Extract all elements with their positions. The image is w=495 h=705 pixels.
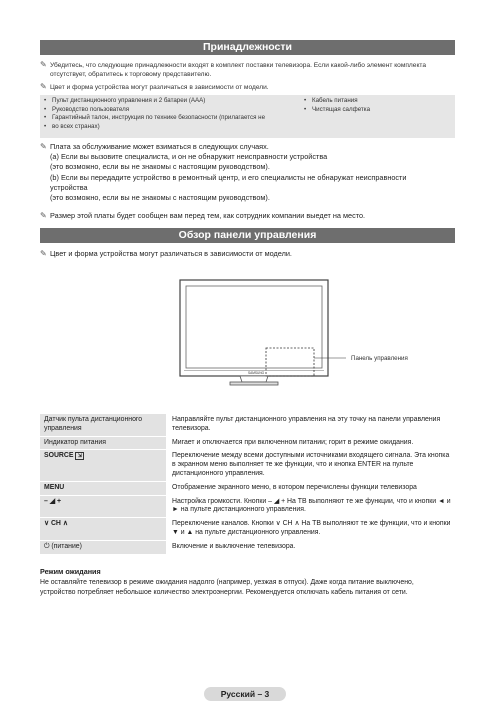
list-item: • Руководство пользователя <box>42 106 297 115</box>
table-row <box>40 414 460 437</box>
list-item-continued: • во всех странах) <box>42 123 297 132</box>
tv-logo: SAMSUNG <box>248 371 265 375</box>
row-label-power: ⏻ (питание) <box>40 541 166 554</box>
row-desc: Переключение каналов. Кнопки ∨ CH ∧ На ТВ выполняют те же функции, что и кнопки ▼ и ▲ на пульте дистанционного управления. <box>172 520 451 536</box>
tv-stand-base <box>230 382 278 385</box>
service-line: устройства <box>50 182 88 192</box>
row-desc: Направляйте пульт дистанционного управления на эту точку на панели управления телевизора. <box>172 416 441 432</box>
row-desc: Отображение экранного меню, в котором перечислены функции телевизора <box>172 483 417 491</box>
table-row <box>40 450 460 481</box>
pencil-note-icon: ✎ <box>40 142 47 151</box>
accessories-note <box>40 60 460 79</box>
accessories-list-right <box>302 97 452 114</box>
pencil-note-icon: ✎ <box>40 82 47 91</box>
model-note-text: Цвет и форма устройства могут различаться в зависимости от модели. <box>50 249 292 258</box>
service-line: (a) Если вы вызовите специалиста, и он не обнаружит неисправности устройства <box>50 152 328 162</box>
table-row <box>40 541 460 555</box>
service-line: (это возможно, если вы не знакомы с настоящим руководством). <box>50 162 270 172</box>
accessories-list-box <box>40 95 455 138</box>
service-line: (это возможно, если вы не знакомы с настоящим руководством). <box>50 193 270 203</box>
source-icon: ⇲ <box>75 452 84 460</box>
section-header-accessories: Принадлежности <box>40 40 455 55</box>
row-desc: Настройка громкости. Кнопки – ◢ + На ТВ выполняют те же функции, что и кнопки ◄ и ► на пульте дистанционного управления. <box>172 497 451 514</box>
service-line: Плата за обслуживание может взиматься в следующих случаях. <box>50 142 269 151</box>
row-label-volume: – ◢ + <box>40 496 166 518</box>
board-size-note <box>40 211 460 221</box>
note-line-2: отсутствует, обратитесь к торговому представителю. <box>50 71 212 78</box>
table-row <box>40 496 460 519</box>
service-fee-note <box>40 142 460 203</box>
callout-label: Панель управления <box>351 355 408 362</box>
table-row <box>40 518 460 541</box>
tv-illustration <box>170 278 460 398</box>
tv-stand-neck <box>240 376 268 382</box>
color-note <box>40 82 460 92</box>
row-label-channel: ∨ CH ∧ <box>40 518 166 540</box>
pencil-note-icon: ✎ <box>40 60 47 69</box>
model-note <box>40 249 460 259</box>
standby-section <box>40 567 460 598</box>
list-item: • Гарантийный талон, инструкция по технике безопасности (прилагается не <box>42 114 297 123</box>
note-line-1: Убедитесь, что следующие принадлежности входят в комплект поставки телевизора. Если какой-либо элемент комплекта <box>50 62 427 69</box>
tv-screen <box>186 286 322 368</box>
list-item: • Пульт дистанционного управления и 2 батареи (AAA) <box>42 97 297 106</box>
list-item: • Кабель питания <box>302 97 452 106</box>
row-desc: Включение и выключение телевизора. <box>172 542 296 550</box>
list-item: • Чистящая салфетка <box>302 106 452 115</box>
row-label: SOURCE ⇲ <box>40 450 166 480</box>
row-label: Датчик пульта дистанционного управления <box>40 414 166 436</box>
service-line: (b) Если вы передадите устройство в ремонтный центр, и его специалисты не обнаружат неисправности <box>50 172 407 182</box>
row-label: Индикатор питания <box>40 437 166 450</box>
control-panel-table <box>40 414 460 555</box>
table-row <box>40 437 460 451</box>
color-note-text: Цвет и форма устройства могут различаться в зависимости от модели. <box>50 84 269 91</box>
standby-line: Не оставляйте телевизор в режиме ожидания надолго (например, уезжая в отпуск). Даже когда питание выключено, <box>40 579 414 586</box>
row-desc: Мигает и отключается при включенном питании; горит в режиме ожидания. <box>172 438 414 446</box>
standby-line: устройство потребляет небольшое количество электроэнергии. Рекомендуется отключать кабель питания от сети. <box>40 589 408 596</box>
row-desc: Переключение между всеми доступными источниками входящего сигнала. Эта кнопка в экранном меню выполняет те же функции, что и кнопка ENTER на пульте дистанционного управления. <box>172 452 450 477</box>
page-footer: Русский – 3 <box>204 687 286 701</box>
pencil-note-icon: ✎ <box>40 211 47 220</box>
board-note-text: Размер этой платы будет сообщен вам перед тем, как сотрудник компании выедет на место. <box>50 211 366 220</box>
standby-title: Режим ожидания <box>40 567 101 576</box>
row-label: MENU <box>40 482 166 495</box>
pencil-note-icon: ✎ <box>40 249 47 258</box>
table-row <box>40 482 460 496</box>
section-header-control-panel: Обзор панели управления <box>40 228 455 243</box>
accessories-list-left <box>42 97 297 131</box>
